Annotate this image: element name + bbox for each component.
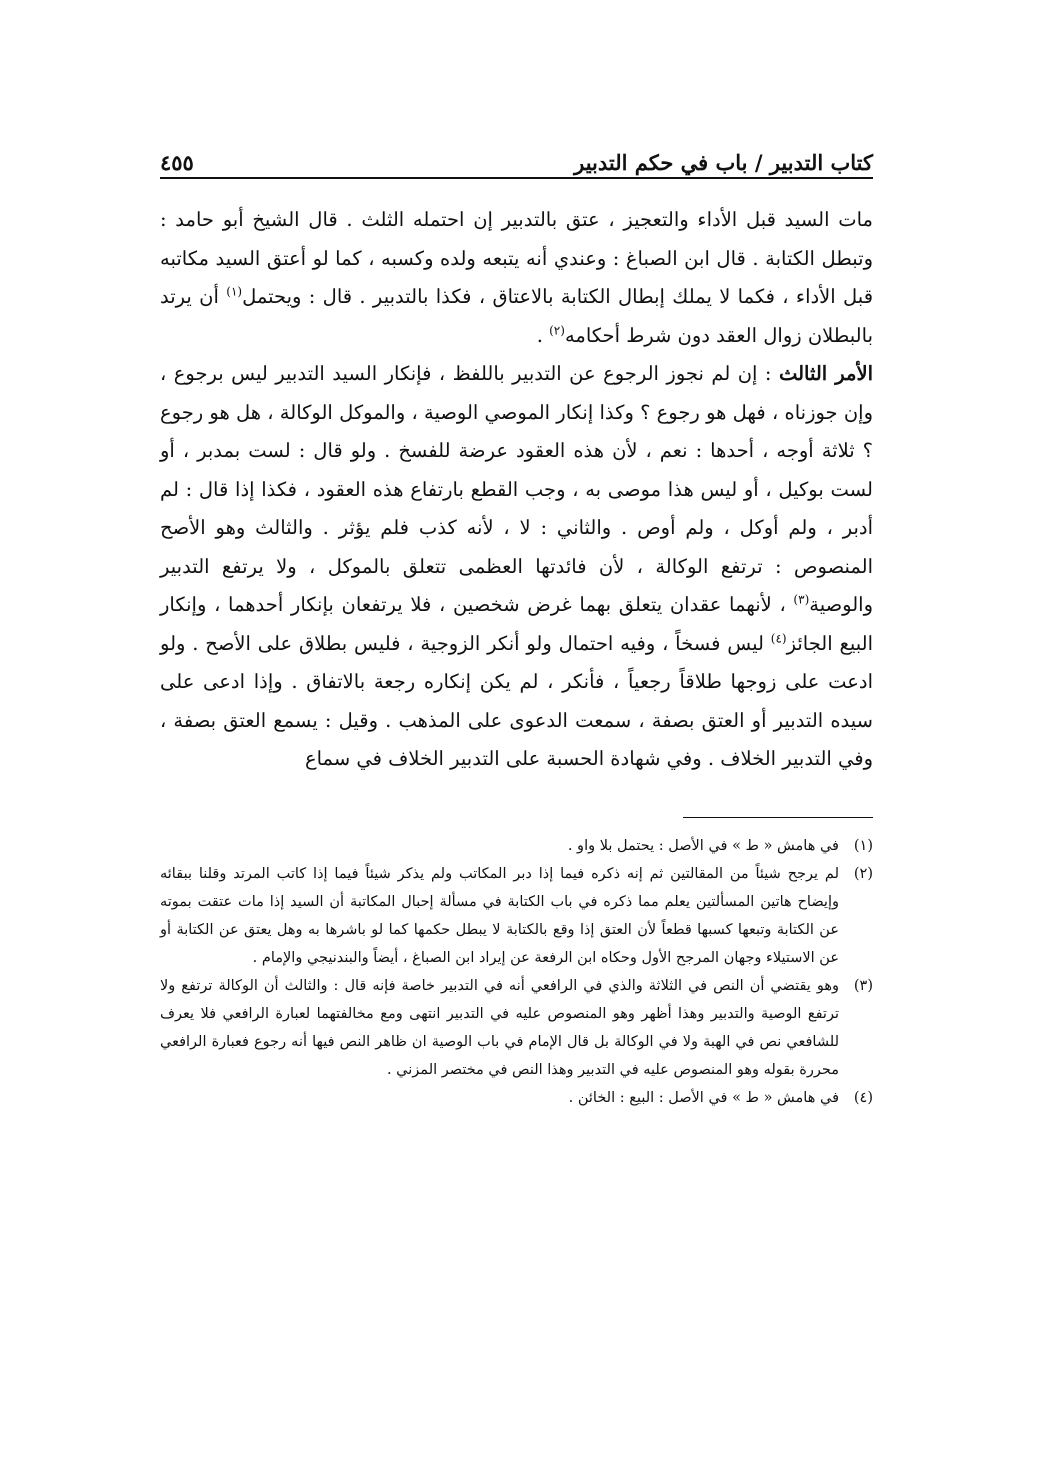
paragraph-1-middle: أن يرتد بالبطلان زوال العقد دون شرط أحكامه bbox=[160, 285, 873, 347]
footnote-number: (٢) bbox=[853, 865, 873, 882]
section-label: الأمر الثالث bbox=[778, 362, 873, 385]
footnote-number: (٤) bbox=[853, 1089, 873, 1106]
book-page bbox=[160, 135, 873, 1112]
paragraph-1-text: مات السيد قبل الأداء والتعجيز ، عتق بالتدبير إن احتمله الثلث . قال الشيخ أبو حامد : وتبطل الكتابة . قال ابن الصباغ : وعندي أنه يتبعه ولده وكسبه ، كما لو أعتق السيد مكاتبه قبل الأداء ، فكما لا يملك إبطال الكتابة بالاعتاق ، فكذا بالتدبير . قال : ويحتمل bbox=[160, 208, 874, 308]
running-title: كتاب التدبير / باب في حكم التدبير bbox=[574, 150, 873, 175]
footnote-3 bbox=[160, 972, 873, 1084]
footnote-number: (٣) bbox=[853, 977, 873, 994]
footnotes bbox=[160, 832, 873, 1112]
footnote-text: لم يرجح شيئاً من المقالتين ثم إنه ذكره فيما إذا دبر المكاتب ولم يذكر شيئاً فيما إذا كاتب المرتد وقلنا ببقائه وإيضاح هاتين المسألتين يعلم مما ذكره في باب الكتابة في مسألة إحبال المكاتبة أن السيد إذا مات عتقت بموته عن الكتابة وتبعها كسبها قطعاً لأن العتق إذا وقع بالكتابة لا يبطل حكمها كما لو باشرها به وهل يعتق عن الكتابة أو عن الاستيلاء وجهان المرجح الأول وحكاه ابن الرفعة عن إيراد ابن الصباغ ، أيضاً والبندنيجي والإمام . bbox=[160, 865, 839, 966]
footnote-divider bbox=[683, 817, 873, 818]
footnote-ref-4: (٤) bbox=[770, 631, 787, 645]
footnote-text: وهو يقتضي أن النص في الثلاثة والذي في الرافعي أنه في التدبير خاصة فإنه قال : والثالث أن الوكالة ترتفع ولا ترتفع الوصية والتدبير وهذا أظهر وهو المنصوص عليه في التدبير انتهى ومع مخالفتهما لعبارة الرافعي فلا يعرف للشافعي نص في الهبة ولا في الوكالة بل قال الإمام في باب الوصية ان ظاهر النص فيها أنه رجوع فعبارة الرافعي محررة بقوله وهو المنصوص عليه في التدبير وهذا النص في مختصر المزني . bbox=[160, 977, 839, 1078]
footnote-2 bbox=[160, 860, 873, 972]
paragraph-1 bbox=[160, 201, 873, 355]
page-header bbox=[160, 135, 873, 175]
paragraph-2-text-b: ، لأنهما عقدان يتعلق بهما غرض شخصين ، فلا يرتفعان بإنكار أحدهما ، وإنكار البيع الجائز bbox=[160, 593, 873, 655]
paragraph-1-end: . bbox=[536, 323, 550, 347]
footnote-ref-3: (٣) bbox=[793, 592, 810, 607]
main-text bbox=[160, 201, 873, 779]
footnote-ref-2: (٢) bbox=[549, 323, 565, 337]
paragraph-2-text-c: ليس فسخاً ، وفيه احتمال ولو أنكر الزوجية ، فليس بطلاق على الأصح . ولو ادعت على زوجها طلاقاً رجعياً ، فأنكر ، لم يكن إنكاره رجعة بالاتفاق . وإذا ادعى على سيده التدبير أو العتق بصفة ، سمعت الدعوى على المذهب . وقيل : يسمع العتق بصفة ، وفي التدبير الخلاف . وفي شهادة الحسبة على التدبير الخلاف في سماع bbox=[160, 631, 873, 770]
footnote-1 bbox=[160, 832, 873, 860]
header-rule bbox=[160, 177, 873, 179]
page-number: ٤٥٥ bbox=[160, 150, 194, 175]
footnote-text: في هامش « ط » في الأصل : البيع : الخائن . bbox=[568, 1089, 839, 1106]
paragraph-2 bbox=[160, 355, 873, 779]
footnote-ref-1: (١) bbox=[226, 284, 243, 299]
footnote-text: في هامش « ط » في الأصل : يحتمل بلا واو . bbox=[567, 837, 839, 854]
paragraph-2-text-a: : إن لم نجوز الرجوع عن التدبير باللفظ ، فإنكار السيد التدبير ليس برجوع ، وإن جوزناه ، فهل هو رجوع ؟ وكذا إنكار الموصي الوصية ، والموكل الوكالة ، هل هو رجوع ؟ ثلاثة أوجه ، أحدها : نعم ، لأن هذه العقود عرضة للفسخ . ولو قال : لست بمدبر ، أو لست بوكيل ، أو ليس هذا موصى به ، وجب القطع بارتفاع هذه العقود ، فكذا إذا قال : لم أدبر ، ولم أوكل ، ولم أوص . والثاني : لا ، لأنه كذب فلم يؤثر . والثالث وهو الأصح المنصوص : ترتفع الوكالة ، لأن فائدتها العظمى تتعلق بالموكل ، ولا يرتفع التدبير والوصية bbox=[160, 362, 873, 616]
footnote-number: (١) bbox=[853, 837, 873, 854]
footnote-4 bbox=[160, 1084, 873, 1112]
